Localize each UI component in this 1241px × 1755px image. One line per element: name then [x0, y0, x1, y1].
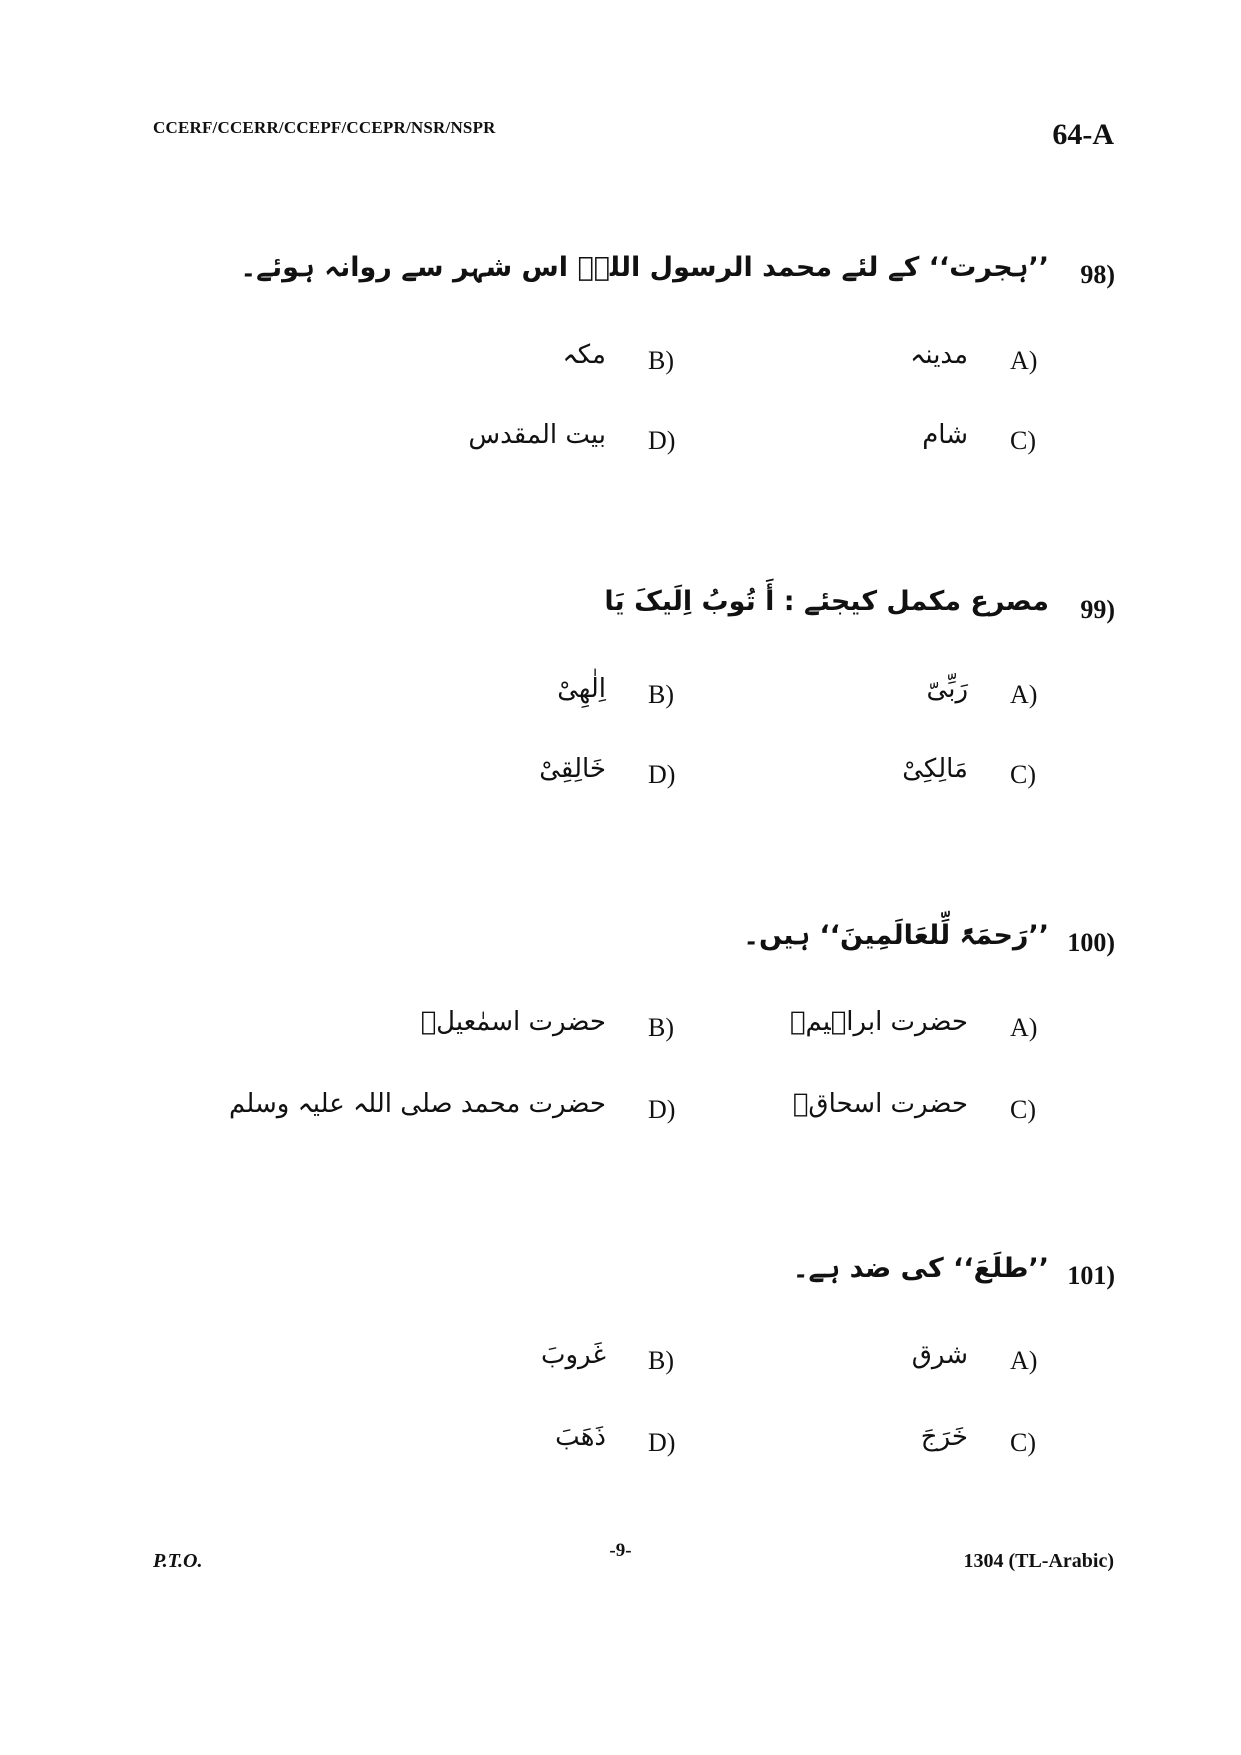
option-c-text: حضرت اسحاقؑ — [792, 1089, 968, 1119]
option-b-label: B) — [648, 1013, 674, 1042]
option-b-text: حضرت اسمٰعیلؑ — [420, 1007, 606, 1037]
option-b-label: B) — [648, 1346, 674, 1375]
option-a-text: رَبِّیّ — [926, 674, 968, 704]
option-a-text: مدینہ — [910, 340, 968, 370]
option-a-label: A) — [1010, 346, 1038, 375]
option-d-label: D) — [648, 1095, 676, 1124]
option-c-text: شام — [922, 420, 968, 450]
option-a-text: حضرت ابراہیمؑ — [789, 1007, 968, 1037]
paper-code: 1304 (TL-Arabic) — [963, 1550, 1114, 1572]
option-c-text: خَرَجَ — [920, 1422, 968, 1452]
option-d-label: D) — [648, 1428, 676, 1457]
option-d-text: حضرت محمد صلی اللہ علیہ وسلم — [229, 1089, 606, 1119]
question-text: ’’رَحمَۃً لِّلعَالَمِینَ‘‘ ہیں۔ — [743, 920, 1049, 951]
page-number: -9- — [609, 1540, 632, 1561]
option-a-label: A) — [1010, 1013, 1038, 1042]
option-c-label: C) — [1010, 1095, 1036, 1124]
option-a-label: A) — [1010, 680, 1038, 709]
question-number: 100) — [1067, 928, 1115, 957]
pto-label: P.T.O. — [153, 1550, 203, 1572]
option-d-label: D) — [648, 426, 676, 455]
option-b-text: مکہ — [562, 340, 606, 370]
option-b-label: B) — [648, 680, 674, 709]
option-c-label: C) — [1010, 426, 1036, 455]
option-c-label: C) — [1010, 760, 1036, 789]
option-b-text: اِلٰھِیْ — [557, 674, 606, 704]
option-c-text: مَالِکِیْ — [902, 754, 968, 784]
option-d-text: خَالِقِیْ — [539, 754, 606, 784]
question-number: 99) — [1080, 595, 1115, 624]
option-b-label: B) — [648, 346, 674, 375]
option-d-text: بیت المقدس — [468, 420, 606, 450]
question-text: مصرع مکمل کیجئے : أَ تُوبُ اِلَیکَ یَا — [604, 586, 1049, 617]
booklet-code: 64-A — [1052, 118, 1114, 151]
header-codes: CCERF/CCERR/CCEPF/CCEPR/NSR/NSPR — [153, 118, 496, 137]
option-a-label: A) — [1010, 1346, 1038, 1375]
question-text: ’’طلَعَ‘‘ کی ضد ہے۔ — [792, 1253, 1049, 1284]
question-number: 98) — [1080, 260, 1115, 289]
option-c-label: C) — [1010, 1428, 1036, 1457]
option-d-label: D) — [648, 760, 676, 789]
option-b-text: غَروبَ — [541, 1340, 606, 1370]
question-text: ’’ہجرت‘‘ کے لئے محمد الرسول اللہؐ اس شہر سے روانہ ہوئے۔ — [240, 252, 1049, 283]
option-a-text: شرق — [911, 1340, 968, 1370]
option-d-text: ذَھَبَ — [555, 1422, 606, 1452]
question-number: 101) — [1067, 1261, 1115, 1290]
